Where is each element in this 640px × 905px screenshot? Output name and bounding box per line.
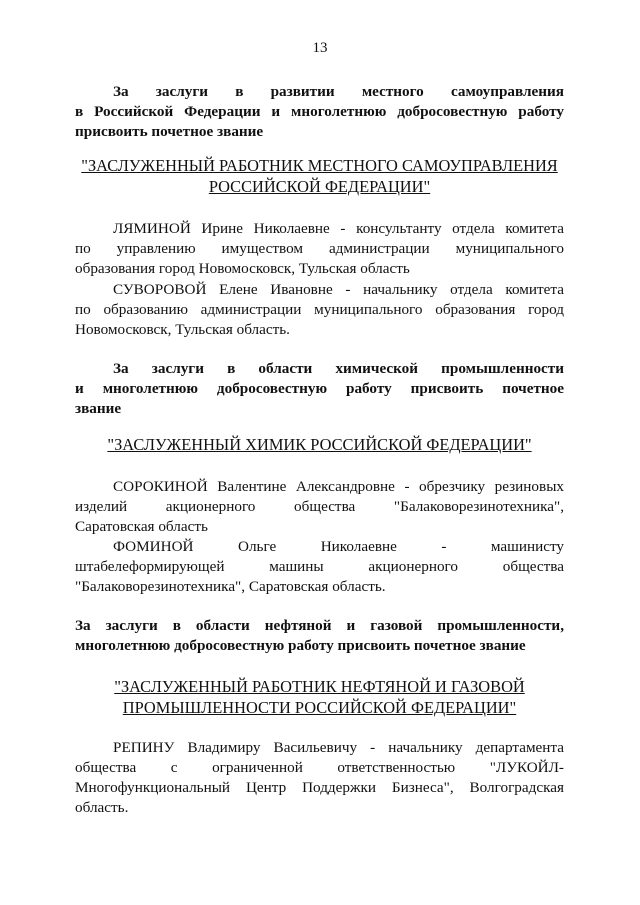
recipient-line: по образованию администрации муниципального образования город [75,301,564,318]
title-line: "ЗАСЛУЖЕННЫЙ РАБОТНИК МЕСТНОГО САМОУПРАВЛЕНИЯ [81,156,558,175]
award-title-1 [75,155,564,197]
intro-line: За заслуги в области химической промышленности [113,360,564,377]
intro-line: За заслуги в развитии местного самоуправления [113,83,564,100]
intro-line: За заслуги в области нефтяной и газовой промышленности, [75,617,564,634]
recipient-line: общества с ограниченной ответственностью "ЛУКОЙЛ- [75,759,564,776]
award-intro-2 [75,359,564,419]
page-number: 13 [312,40,328,56]
recipient-2-1 [75,477,564,537]
title-line: "ЗАСЛУЖЕННЫЙ ХИМИК РОССИЙСКОЙ ФЕДЕРАЦИИ" [107,435,532,454]
recipient-line: СОРОКИНОЙ Валентине Александровне - обрезчику резиновых [113,478,564,495]
recipient-line: ФОМИНОЙ Ольге Николаевне - машинисту [113,538,564,555]
recipient-line: СУВОРОВОЙ Елене Ивановне - начальнику отдела комитета [113,281,564,298]
award-title-2 [75,434,564,455]
recipient-line: образования город Новомосковск, Тульская область [75,260,410,277]
recipient-line: штабелеформирующей машины акционерного общества [75,558,564,575]
recipient-line: РЕПИНУ Владимиру Васильевичу - начальнику департамента [113,739,564,756]
intro-line: присвоить почетное звание [75,123,264,140]
title-line: РОССИЙСКОЙ ФЕДЕРАЦИИ" [208,177,431,196]
intro-line: и многолетнюю добросовестную работу присвоить почетное [75,380,564,397]
award-intro-3 [75,616,564,656]
recipient-line: Новомосковск, Тульская область. [75,321,290,338]
award-title-3 [75,676,564,718]
recipient-line: изделий акционерного общества "Балаковорезинотехника", [75,498,564,515]
title-line: "ЗАСЛУЖЕННЫЙ РАБОТНИК НЕФТЯНОЙ И ГАЗОВОЙ [114,677,525,696]
intro-line: звание [75,400,122,417]
intro-line: многолетнюю добросовестную работу присвоить почетное звание [75,637,526,654]
recipient-line: "Балаковорезинотехника", Саратовская область. [75,578,386,595]
recipient-line: Саратовская область [75,518,208,535]
recipient-1-2 [75,280,564,340]
recipient-3-1 [75,738,564,818]
recipient-line: Многофункциональный Центр Поддержки Бизнеса", Волгоградская [75,779,564,796]
recipient-line: область. [75,799,129,816]
title-line: ПРОМЫШЛЕННОСТИ РОССИЙСКОЙ ФЕДЕРАЦИИ" [122,698,517,717]
recipient-line: ЛЯМИНОЙ Ирине Николаевне - консультанту отдела комитета [113,220,564,237]
recipient-line: по управлению имуществом администрации муниципального [75,240,564,257]
award-intro-1 [75,82,564,142]
recipient-2-2 [75,537,564,597]
intro-line: в Российской Федерации и многолетнюю добросовестную работу [75,103,564,120]
recipient-1-1 [75,219,564,279]
